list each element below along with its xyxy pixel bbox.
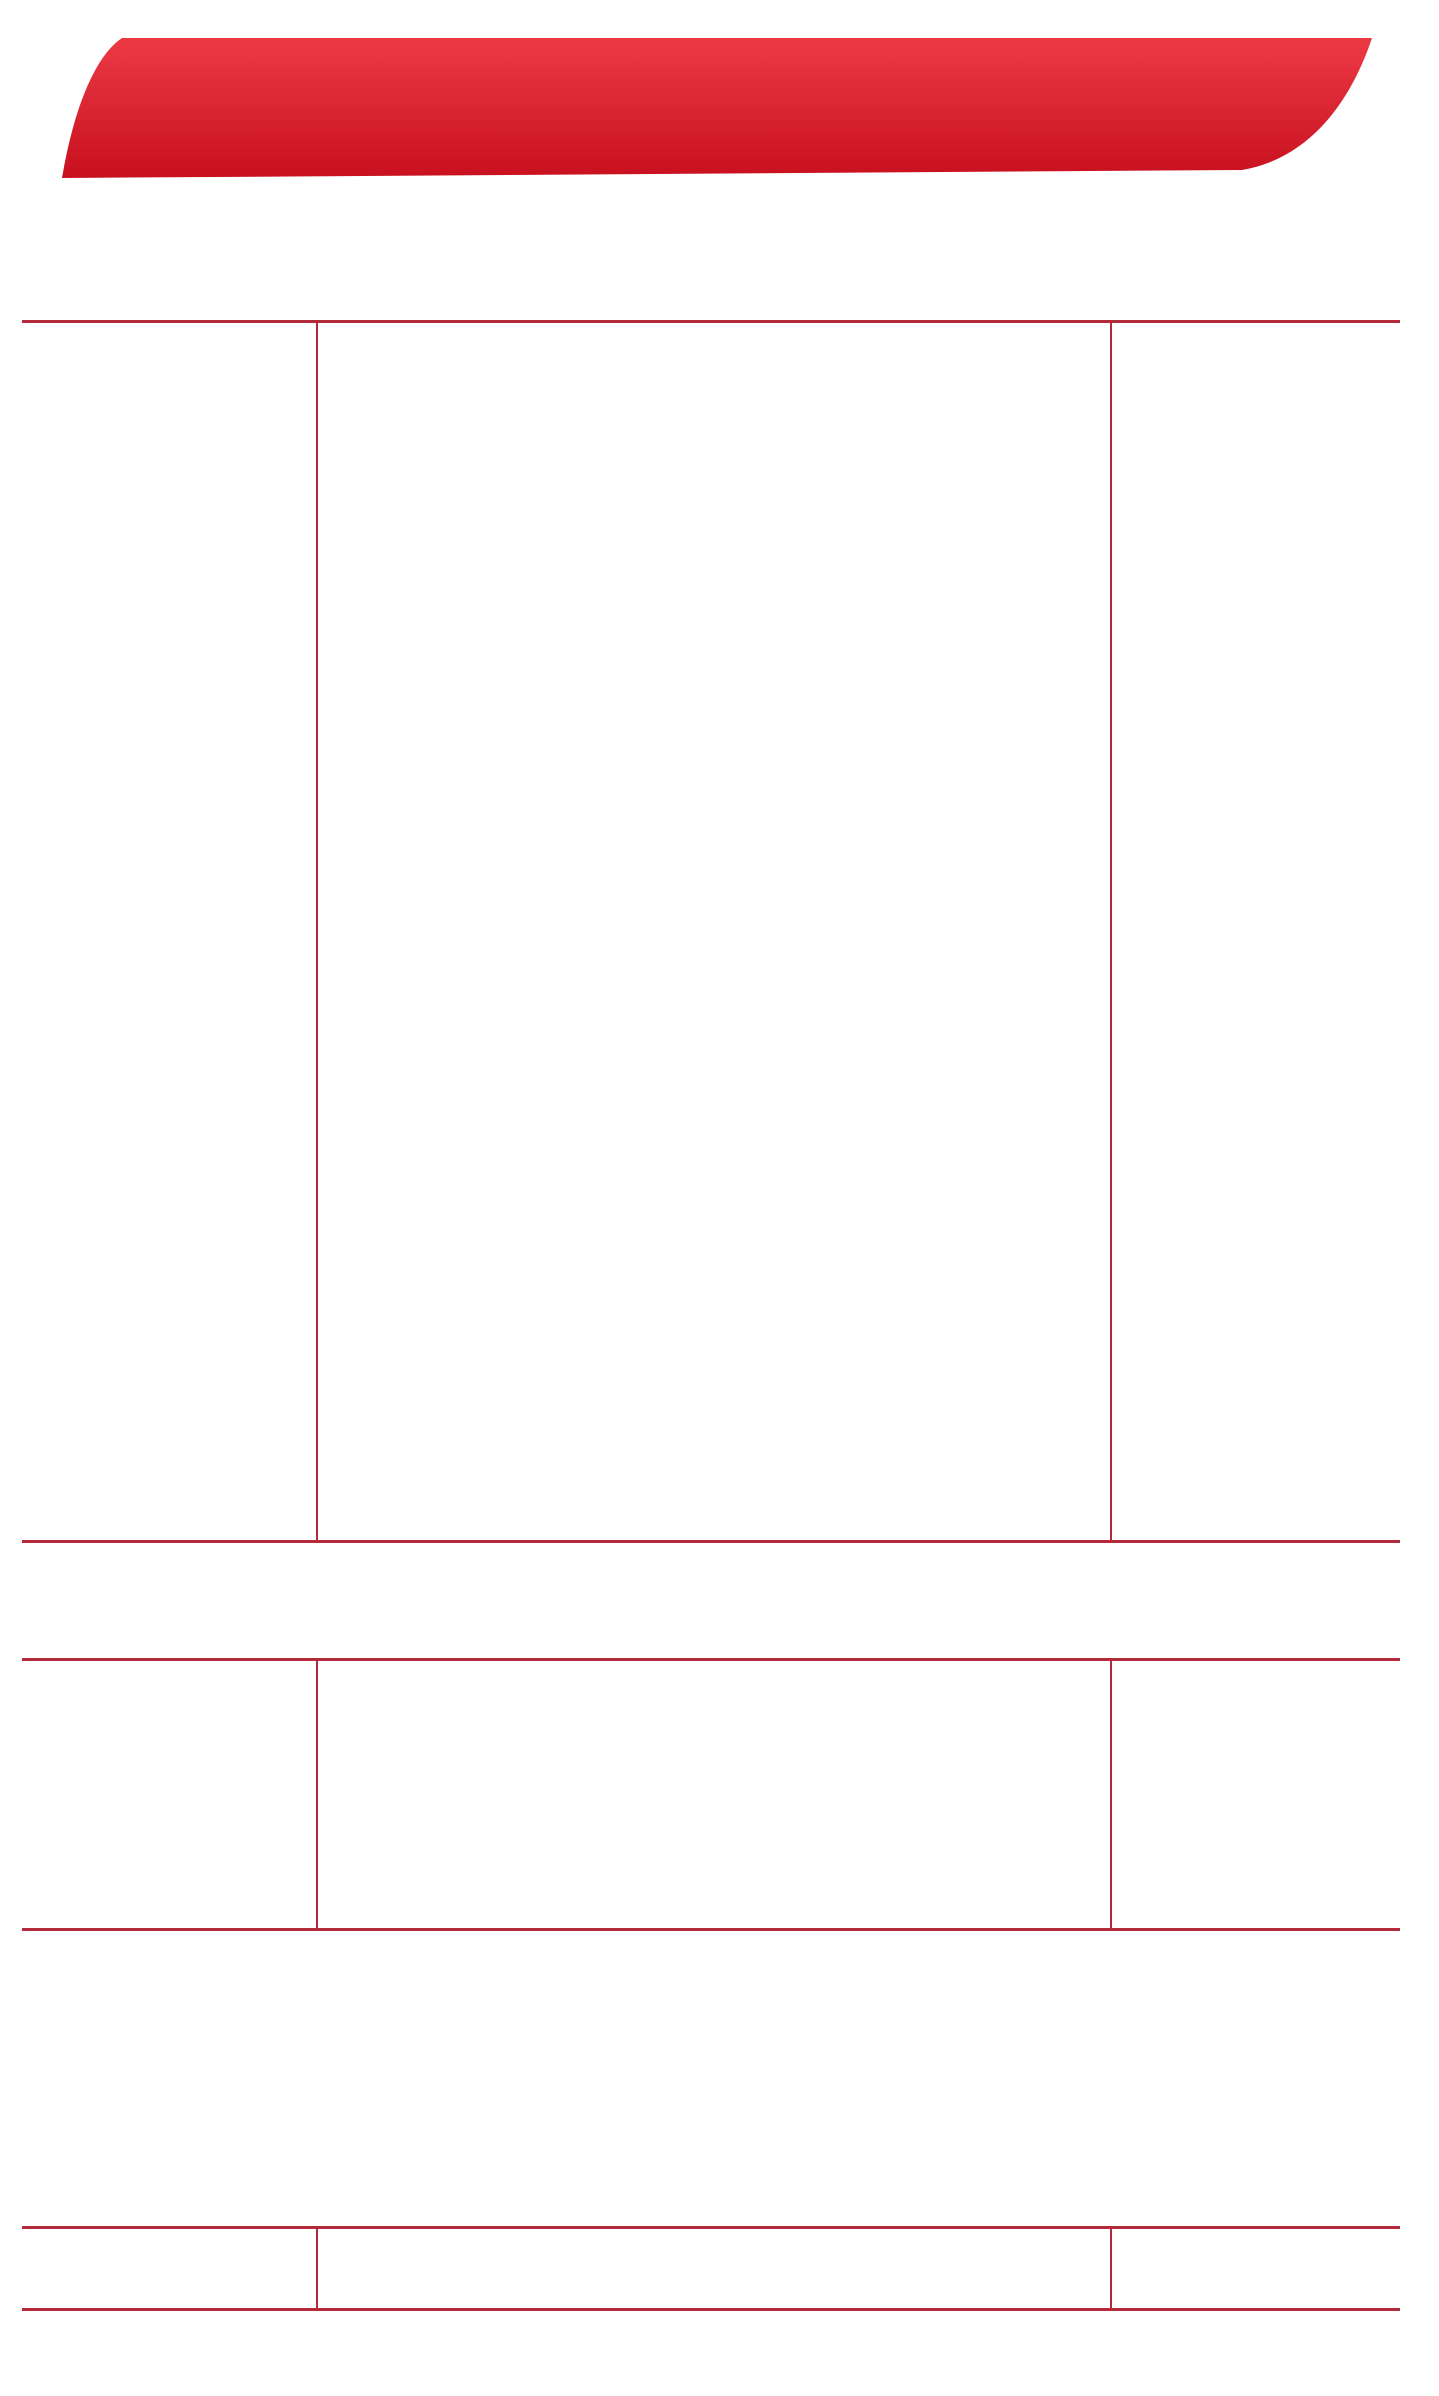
divider <box>22 320 1400 323</box>
column-divider <box>1110 322 1112 1540</box>
banner-shape <box>62 38 1372 178</box>
divider <box>22 2308 1400 2311</box>
divider <box>22 2226 1400 2229</box>
divider <box>22 1540 1400 1543</box>
column-divider <box>316 1660 318 1928</box>
column-divider <box>1110 1660 1112 1928</box>
divider <box>22 1928 1400 1931</box>
divider <box>22 1658 1400 1661</box>
column-divider <box>316 322 318 1540</box>
column-divider <box>316 2228 318 2308</box>
title-banner <box>62 38 1372 178</box>
column-divider <box>1110 2228 1112 2308</box>
